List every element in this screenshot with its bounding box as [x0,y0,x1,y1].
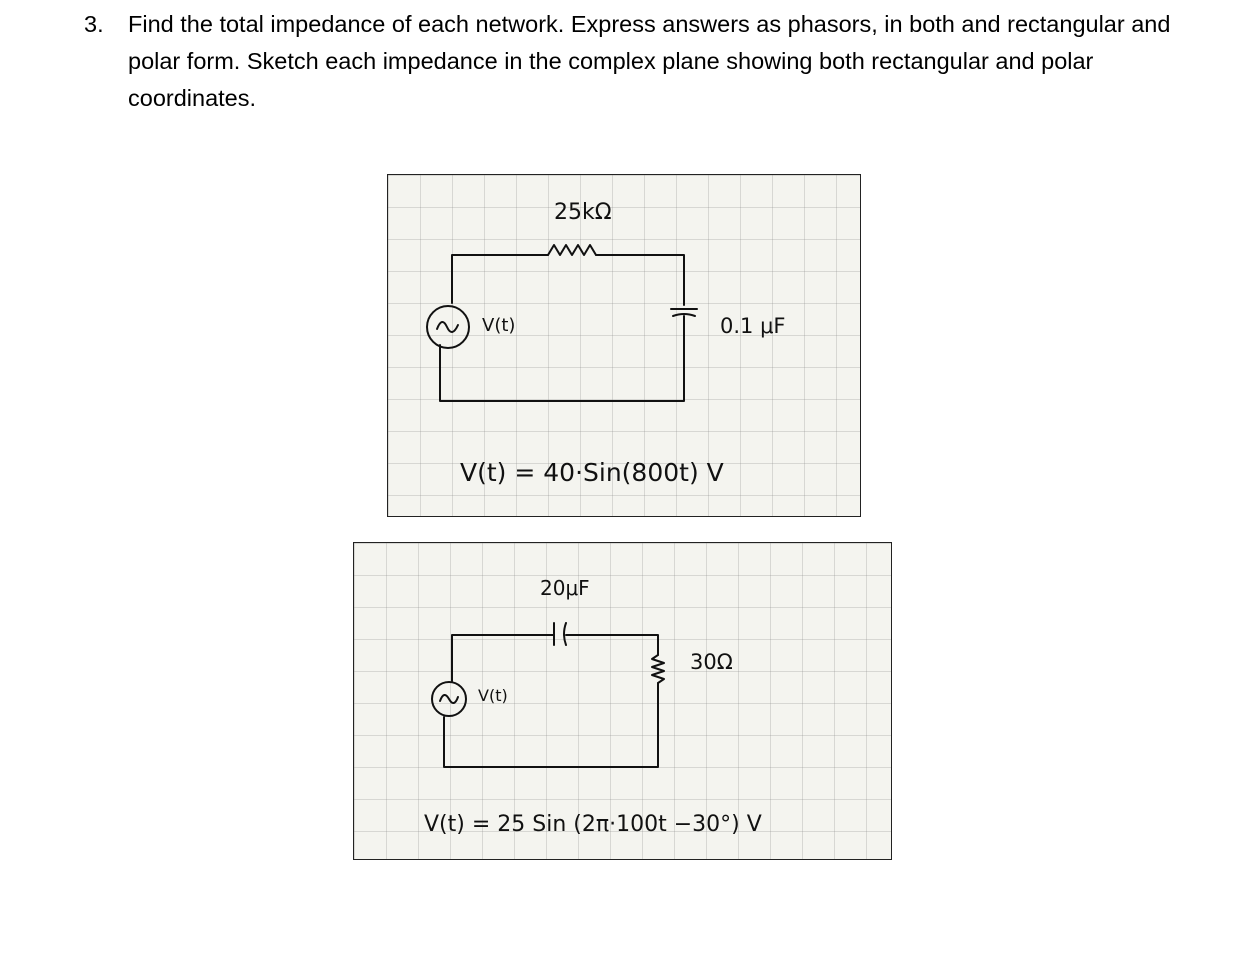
c2-wire-top-right [566,635,658,655]
circuit-2-diagram [353,542,892,860]
c2-capacitor-label: 20μF [540,576,590,600]
circuit-2-svg [354,543,893,861]
c1-source-wave [437,322,458,332]
c2-capacitor-plate-right [564,623,566,645]
problem-number: 3. [84,11,104,37]
c1-wire-bottom [440,316,684,401]
c2-resistor-symbol [652,655,664,683]
c1-source-label: V(t) [482,315,516,336]
problem-text: Find the total impedance of each network. Express answers as phasors, in both and rectangular and polar form. Sketch each impedance in the complex plane showing both rectangular and polar coordinates. [128,11,1171,111]
c1-capacitor-label: 0.1 μF [720,314,786,338]
c1-wire-top-left [452,255,548,303]
c1-equation: V(t) = 40·Sin(800t) V [460,458,724,487]
c2-equation: V(t) = 25 Sin (2π·100t −30°) V [424,812,762,837]
c1-resistor-label: 25kΩ [554,200,612,225]
problem-statement [84,6,1224,117]
c2-source-wave [440,695,458,703]
c2-source-label: V(t) [478,686,508,705]
c2-wire-bottom [444,683,658,767]
c1-resistor-symbol [548,245,596,255]
c1-wire-top-right [596,255,684,305]
c2-resistor-label: 30Ω [690,650,733,674]
c2-wire-top-left [452,635,554,681]
circuit-1-diagram [387,174,861,517]
circuit-1-svg [388,175,862,518]
